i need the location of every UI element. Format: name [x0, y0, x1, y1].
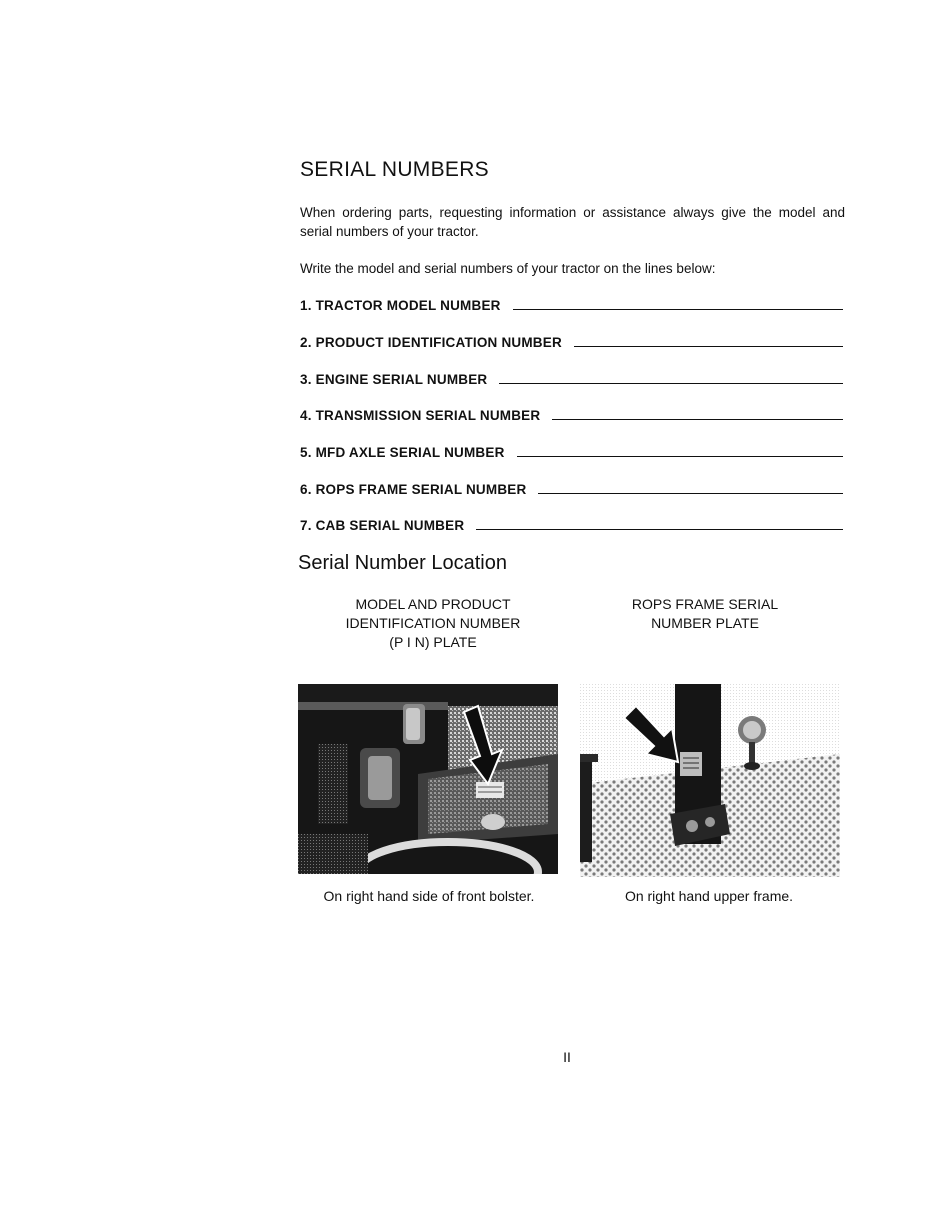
field-label: 2. PRODUCT IDENTIFICATION NUMBER: [300, 335, 562, 350]
heading-line: MODEL AND PRODUCT: [355, 596, 511, 612]
field-label: 3. ENGINE SERIAL NUMBER: [300, 372, 488, 387]
figure-heading-right: [590, 595, 820, 633]
write-in-line: [552, 419, 843, 420]
heading-line: ROPS FRAME SERIAL: [631, 596, 779, 612]
field-mfd-axle-serial-number: [300, 440, 843, 460]
field-engine-serial-number: [300, 367, 843, 387]
section-heading: Serial Number Location: [298, 552, 507, 574]
rops-frame-image: [580, 684, 840, 877]
heading-line: IDENTIFICATION NUMBER: [345, 615, 521, 631]
field-label: 1. TRACTOR MODEL NUMBER: [300, 298, 501, 313]
write-in-line: [574, 346, 843, 347]
figure-caption-right: On right hand upper frame.: [624, 888, 794, 904]
front-bolster-image: [298, 684, 558, 874]
field-label: 4. TRANSMISSION SERIAL NUMBER: [300, 408, 541, 423]
figure-heading-left: [318, 595, 548, 652]
field-product-identification-number: [300, 330, 843, 350]
field-label: 5. MFD AXLE SERIAL NUMBER: [300, 445, 505, 460]
intro-paragraph: When ordering parts, requesting information or assistance always give the model and serial numbers of your tractor.: [300, 205, 845, 239]
field-cab-serial-number: [300, 513, 843, 533]
field-rops-frame-serial-number: [300, 477, 843, 497]
page-title: SERIAL NUMBERS: [300, 158, 489, 181]
rops-plate-photo: [580, 684, 840, 877]
write-in-line: [538, 493, 843, 494]
page-number: II: [563, 1049, 571, 1065]
figure-caption-left: On right hand side of front bolster.: [323, 888, 535, 904]
field-tractor-model-number: [300, 293, 843, 313]
instruction-paragraph: Write the model and serial numbers of your tractor on the lines below:: [300, 261, 716, 276]
heading-line: (P I N) PLATE: [389, 634, 477, 650]
write-in-line: [476, 529, 843, 530]
write-in-line: [499, 383, 843, 384]
field-transmission-serial-number: [300, 403, 843, 423]
field-label: 7. CAB SERIAL NUMBER: [300, 518, 465, 533]
heading-line: NUMBER PLATE: [651, 615, 759, 631]
pin-plate-photo: [298, 684, 558, 874]
field-label: 6. ROPS FRAME SERIAL NUMBER: [300, 482, 527, 497]
write-in-line: [517, 456, 843, 457]
write-in-line: [513, 309, 843, 310]
